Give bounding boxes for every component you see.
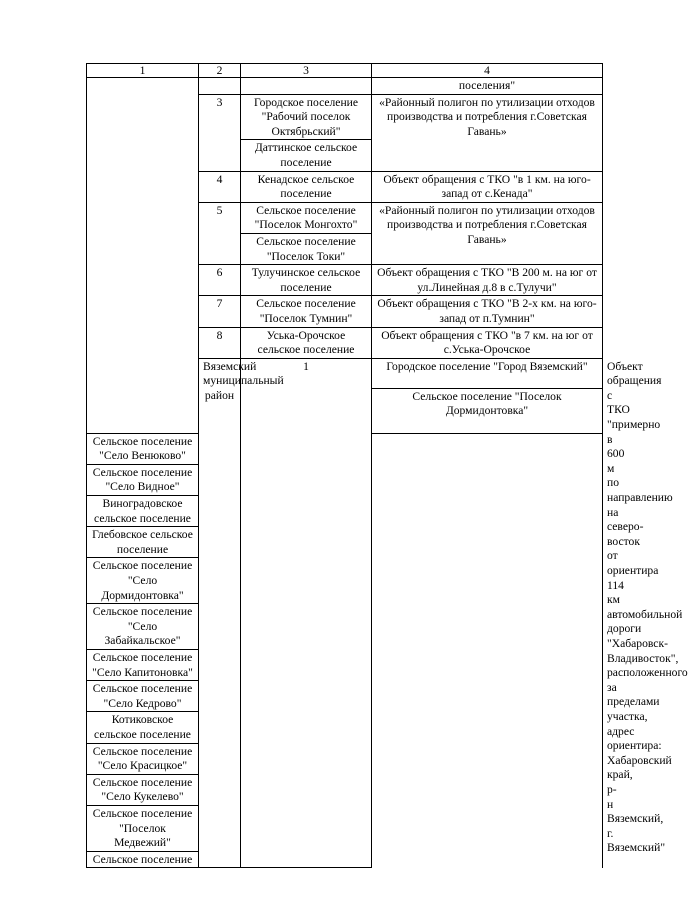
header-cell-4: 4 [372,64,603,78]
settlement-cell: Тулучинское сельское поселение [241,265,372,296]
settlement-cell: Котиковское сельское поселение [87,712,199,743]
settlement-cell: Сельское поселение "Село Венюково" [87,433,199,464]
settlement-cell: Сельское поселение "Село Забайкальское" [87,604,199,650]
number-cell: 1 [241,358,372,868]
settlement-cell: Сельское поселение "Поселок Тумнин" [241,296,372,327]
number-cell: 3 [199,94,241,171]
settlement-cell: Сельское поселение "Поселок Монгохто" [241,202,372,233]
object-cell: Объект обращения с ТКО "В 2-х км. на юго-запад от п.Тумнин" [372,296,603,327]
settlement-cell: Сельское поселение "Село Дормидонтовка" [87,558,199,604]
number-cell: 7 [199,296,241,327]
object-cell: Объект обращения с ТКО "в 7 км. на юг от с.Уська-Орочское [372,327,603,358]
number-cell: 5 [199,202,241,264]
number-cell: 4 [199,171,241,202]
settlement-cell: Уська-Орочское сельское поселение [241,327,372,358]
settlement-cell: Даттинское сельское поселение [241,140,372,171]
district-cell-empty [87,78,199,434]
object-cell: Объект обращения с ТКО "В 200 м. на юг от ул.Линейная д.8 в с.Тулучи" [372,265,603,296]
settlement-cell: Сельское поселение "Село Красицкое" [87,743,199,774]
header-cell-1: 1 [87,64,199,78]
settlement-cell: Сельское поселение "Поселок Дормидонтовка" [372,388,603,433]
settlement-cell: Сельское поселение "Село Капитоновка" [87,650,199,681]
settlement-cell: Сельское поселение [87,851,199,868]
settlement-cell: Сельское поселение "Село Кукелево" [87,774,199,805]
settlement-cell: Сельское поселение "Село Кедрово" [87,681,199,712]
number-cell: 6 [199,265,241,296]
table-row: Вяземский муниципальный район 1 Городское поселение "Город Вяземский" Объект обращения с ТКО "примерно в 600 м по направлению на северо-восток от ориентира 114 км автомобильной дороги "Хабаровск-Владивосток", расположенного за пределами участка, адрес ориентира: Хабаровский край, р-н Вяземский, г. Вяземский" [87,358,603,388]
settlements-table [86,63,688,868]
number-cell: 8 [199,327,241,358]
object-cell: Объект обращения с ТКО "в 1 км. на юго-запад от с.Кенада" [372,171,603,202]
header-cell-2: 2 [199,64,241,78]
settlement-cell: Виноградовское сельское поселение [87,496,199,527]
settlement-cell: Глебовское сельское поселение [87,527,199,558]
settlement-cell: Городское поселение "Рабочий поселок Октябрьский" [241,94,372,140]
table-row [87,78,603,95]
header-row [87,64,603,78]
object-cell: поселения" [372,78,603,95]
settlement-cell [241,78,372,95]
object-cell: «Районный полигон по утилизации отходов производства и потребления г.Советская Гавань» [372,94,603,171]
district-name-cell: Вяземский муниципальный район [199,358,241,868]
settlement-cell: Сельское поселение "Поселок Токи" [241,233,372,264]
header-cell-3: 3 [241,64,372,78]
settlement-cell: Городское поселение "Город Вяземский" [372,358,603,388]
settlement-cell: Кенадское сельское поселение [241,171,372,202]
object-cell: «Районный полигон по утилизации отходов производства и потребления г.Советская Гавань» [372,202,603,264]
settlement-cell: Сельское поселение "Поселок Медвежий" [87,805,199,851]
number-cell [199,78,241,95]
settlement-cell: Сельское поселение "Село Видное" [87,464,199,495]
